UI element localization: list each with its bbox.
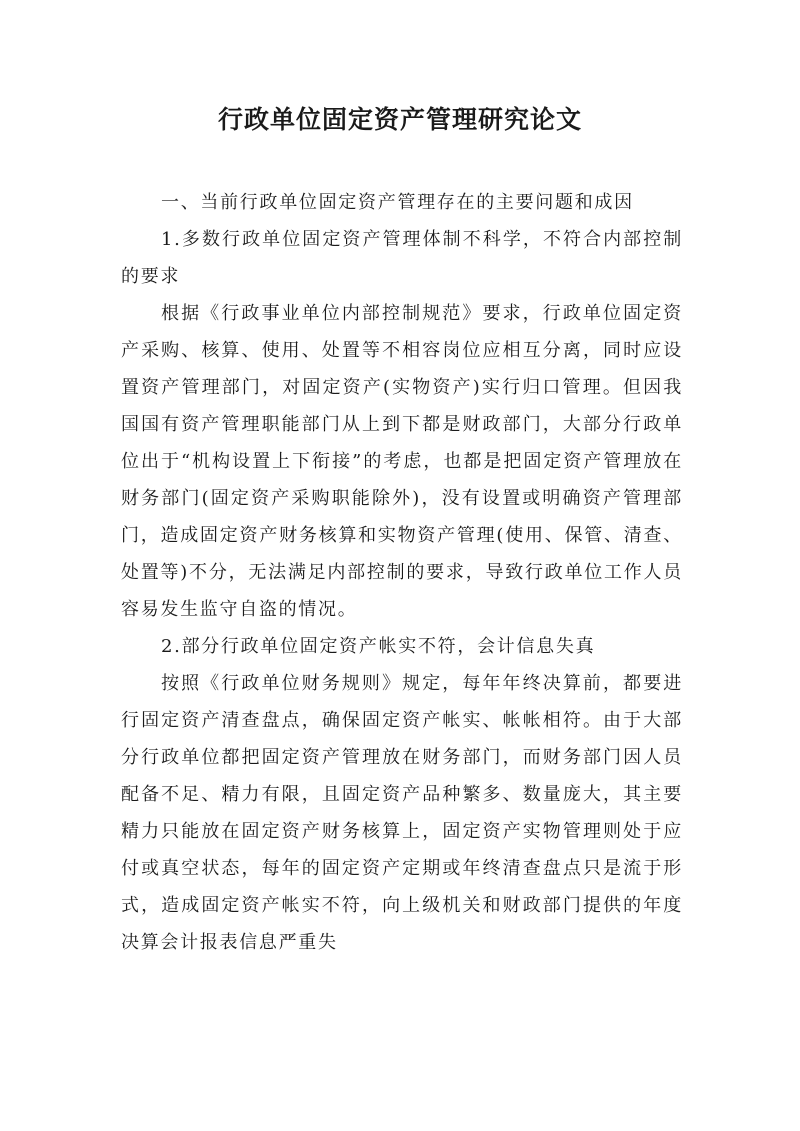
section-heading: 一、当前行政单位固定资产管理存在的主要问题和成因 [161,192,634,213]
document-body [121,184,683,961]
body-paragraph: 根据《行政事业单位内部控制规范》要求，行政单位固定资产采购、核算、使用、处置等不相容岗位应相互分离，同时应设置资产管理部门，对固定资产(实物资产)实行归口管理。但因我国国有资产管理职能部门从上到下都是财政部门，大部分行政单位出于“机构设置上下衔接”的考虑，也都是把固定资产管理放在财务部门(固定资产采购职能除外)，没有设置或明确资产管理部门，造成固定资产财务核算和实物资产管理(使用、保管、清查、处置等)不分，无法满足内部控制的要求，导致行政单位工作人员容易发生监守自盗的情况。 [121,303,683,620]
body-paragraph: 按照《行政单位财务规则》规定，每年年终决算前，都要进行固定资产清查盘点，确保固定资产帐实、帐帐相符。由于大部分行政单位都把固定资产管理放在财务部门，而财务部门因人员配备不足、精力有限，且固定资产品种繁多、数量庞大，其主要精力只能放在固定资产财务核算上，固定资产实物管理则处于应付或真空状态，每年的固定资产定期或年终清查盘点只是流于形式，造成固定资产帐实不符，向上级机关和财政部门提供的年度决算会计报表信息严重失 [121,673,683,953]
document-title: 行政单位固定资产管理研究论文 [217,105,582,134]
subsection-heading: 2.部分行政单位固定资产帐实不符，会计信息失真 [161,636,596,657]
subsection-heading: 1.多数行政单位固定资产管理体制不科学，不符合内部控制的要求 [121,229,683,287]
